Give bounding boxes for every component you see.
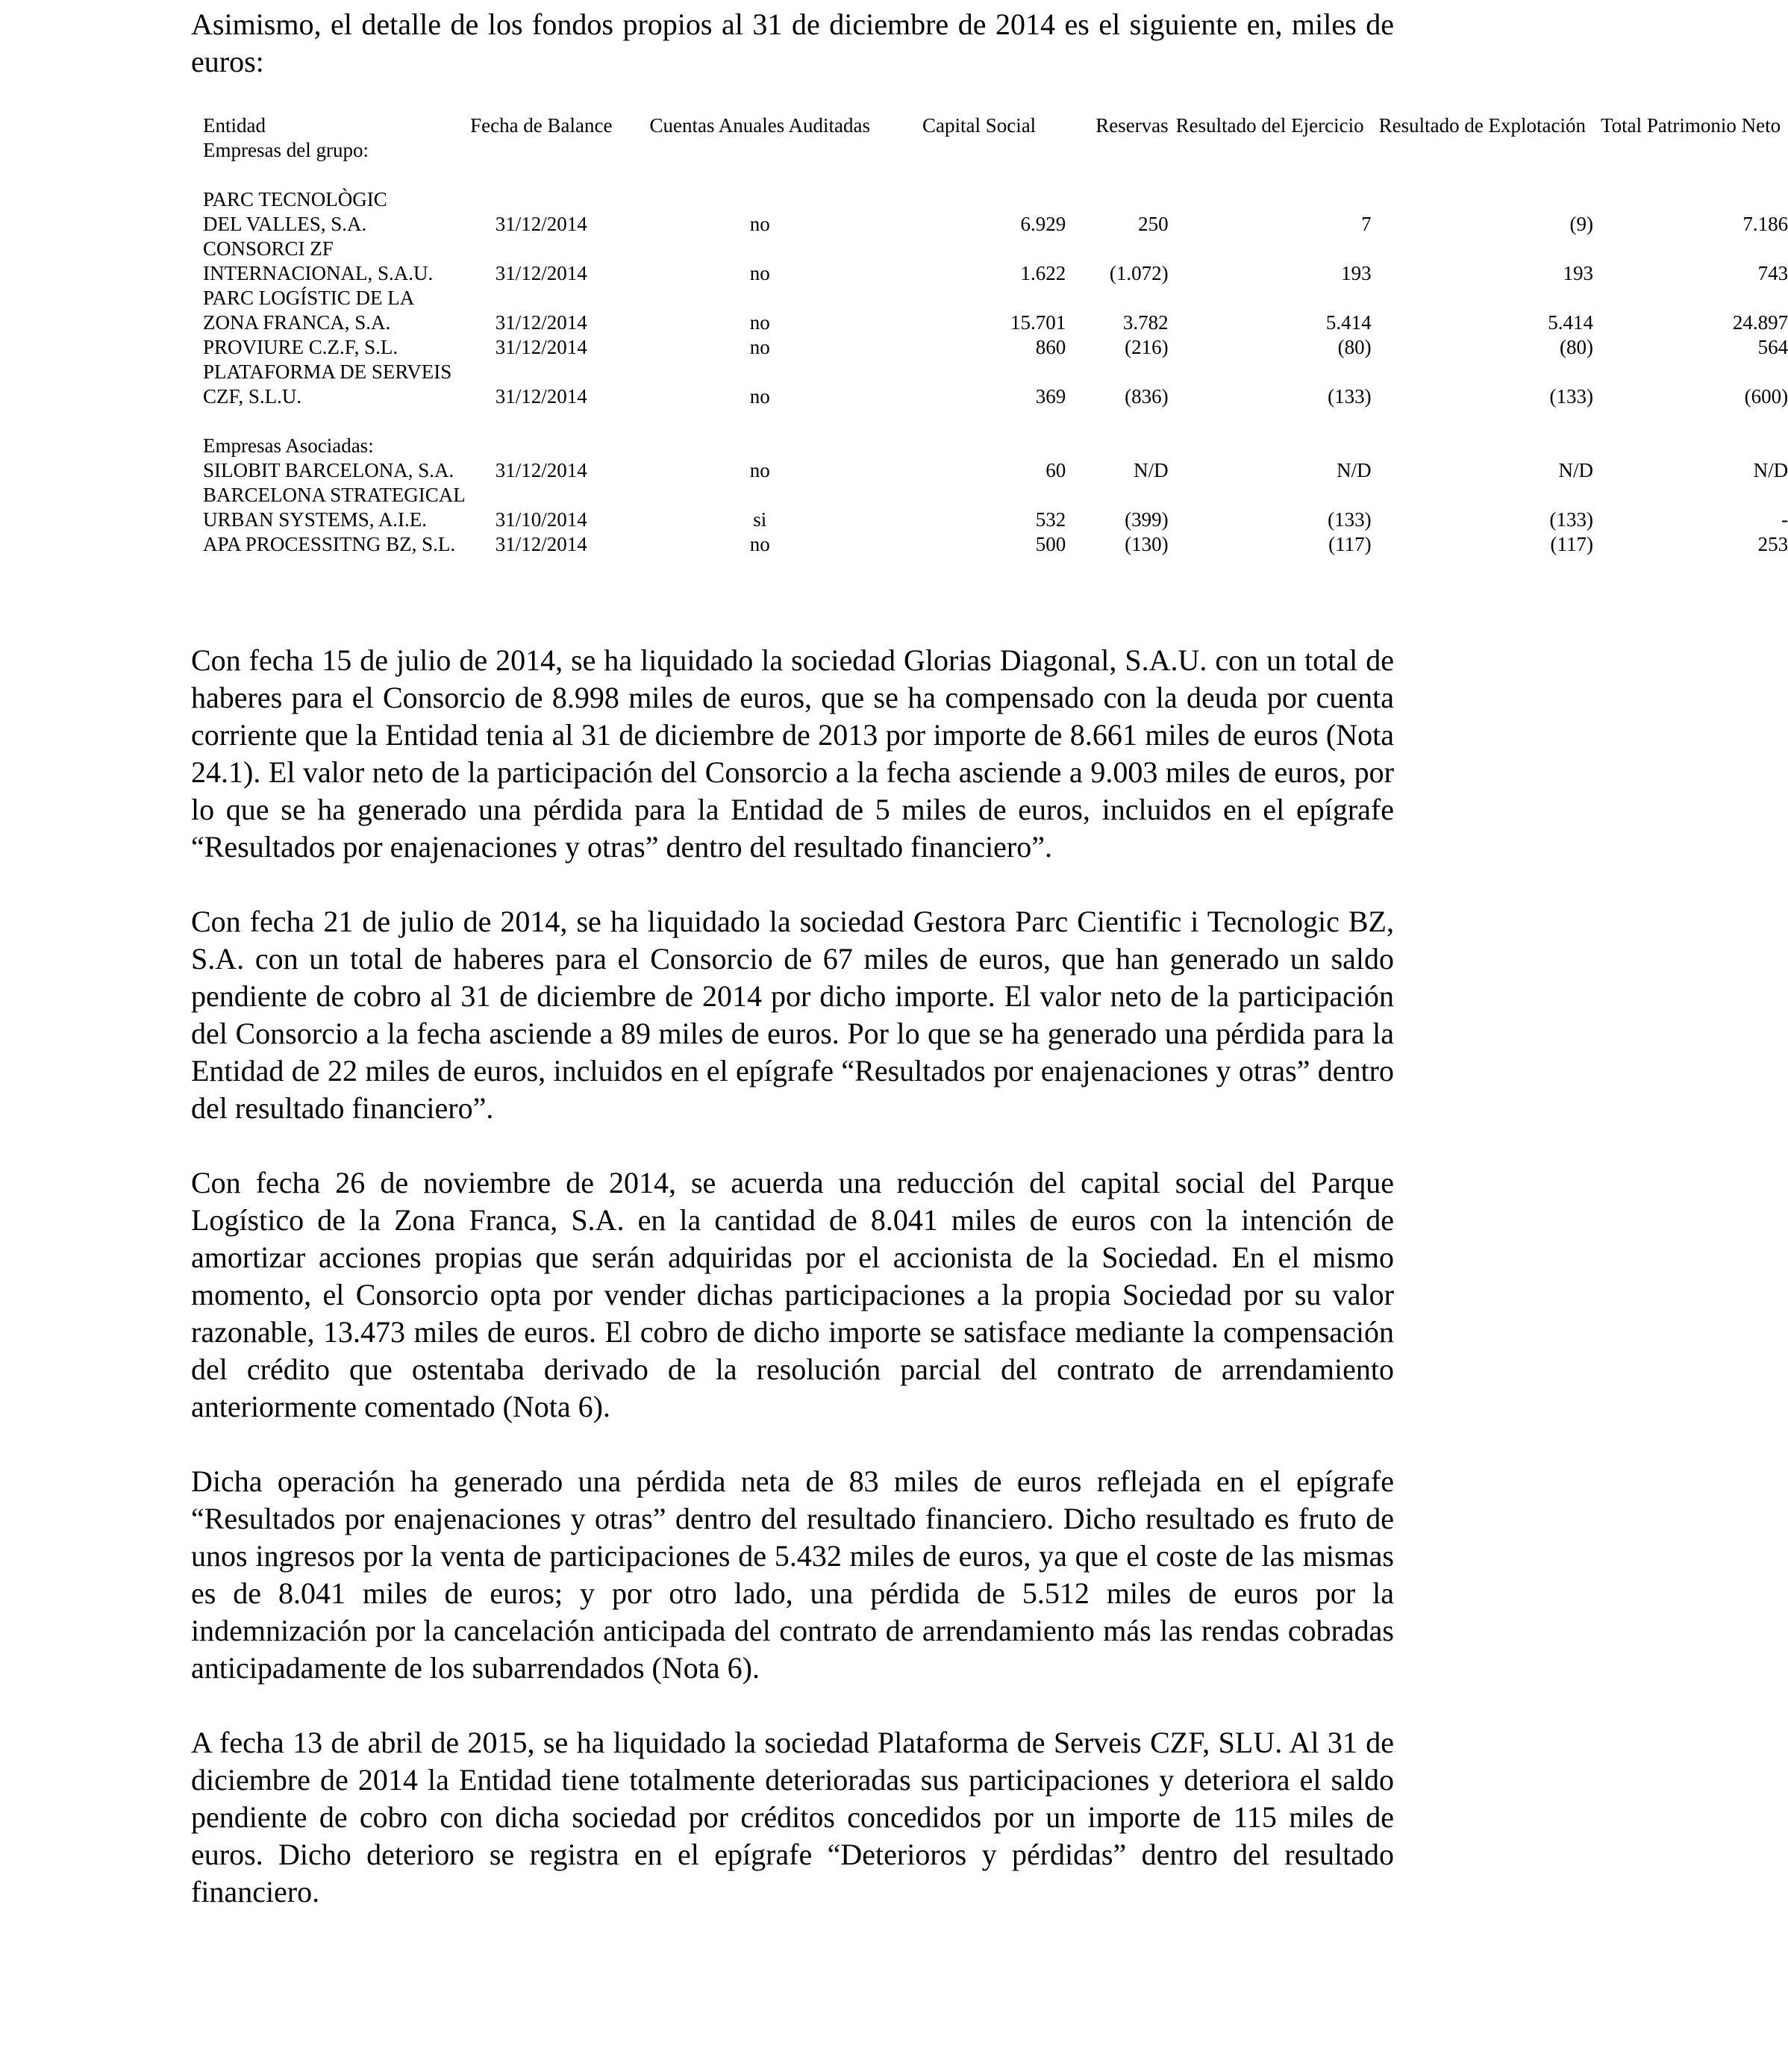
header-resultado-explotacion: Resultado de Explotación [1378,114,1587,137]
entity-name-line1: BARCELONA STRATEGICAL [203,484,466,506]
cell-res-ejercicio: 193 [1341,262,1372,284]
entity-name: CZF, S.L.U. [203,385,302,408]
entity-name-line1: CONSORCI ZF [203,237,334,260]
cell-capital: 500 [1035,533,1066,555]
cell-total: 253 [1757,533,1788,555]
cell-fecha: 31/12/2014 [495,262,587,284]
body-paragraph: A fecha 13 de abril de 2015, se ha liquidado la sociedad Plataforma de Serveis CZF, SLU. Al 31 de diciembre de 2014 la Entidad tiene totalmente deterioradas sus participaciones y deteriora el saldo pendiente de cobro con dicha sociedad por créditos concedidos por un importe de 115 miles de euros. Dicho deterioro se registra en el epígrafe “Deterioros y pérdidas” dentro del resultado financiero. [191,1726,1394,1909]
body-paragraph: Con fecha 21 de julio de 2014, se ha liquidado la sociedad Gestora Parc Cientific i Tecnologic BZ, S.A. con un total de haberes para el Consorcio de 67 miles de euros, que han generado un saldo pendiente de cobro al 31 de diciembre de 2014 por dicho importe. El valor neto de la participación del Consorcio a la fecha asciende a 89 miles de euros. Por lo que se ha generado una pérdida para la Entidad de 22 miles de euros, incluidos en el epígrafe “Resultados por enajenaciones y otras” dentro del resultado financiero”. [191,905,1394,1125]
cell-reservas: (399) [1125,508,1169,531]
cell-capital: 532 [1035,508,1066,531]
entity-name: ZONA FRANCA, S.A. [203,311,391,334]
table-body [203,138,1788,557]
cell-fecha: 31/12/2014 [495,459,587,481]
table-row [203,508,1788,532]
section-heading: Empresas Asociadas: [203,434,374,457]
table-row [203,212,1788,237]
cell-res-ejercicio: N/D [1337,459,1372,481]
entity-name-line1: PARC TECNOLÒGIC [203,188,387,210]
cell-total: 24.897 [1732,311,1788,334]
header-fecha: Fecha de Balance [470,114,613,137]
cell-reservas: (130) [1125,533,1169,555]
section-heading: Empresas del grupo: [203,139,369,161]
cell-res-explotacion: 193 [1563,262,1594,284]
cell-auditadas: si [753,508,767,531]
cell-auditadas: no [749,262,770,284]
cell-capital: 860 [1035,336,1066,358]
header-cuentas: Cuentas Anuales Auditadas [649,114,870,137]
cell-capital: 6.929 [1020,213,1066,235]
header-reservas: Reservas [1095,114,1169,137]
header-total: Total Patrimonio Neto [1601,114,1781,137]
cell-total: 564 [1757,336,1788,358]
table-row [203,384,1788,409]
cell-auditadas: no [749,459,770,481]
table-row [203,286,1788,311]
table-row [203,483,1788,508]
table-row [203,311,1788,335]
cell-reservas: (1.072) [1109,262,1169,284]
cell-res-ejercicio: (117) [1328,533,1372,555]
cell-total: 7.186 [1742,213,1788,235]
body-paragraphs [191,642,1394,1948]
table-row [203,187,1788,212]
cell-auditadas: no [749,336,770,358]
entity-name: INTERNACIONAL, S.A.U. [203,262,434,284]
entity-name-line1: PLATAFORMA DE SERVEIS [203,361,452,383]
body-paragraph: Con fecha 26 de noviembre de 2014, se acuerda una reducción del capital social del Parque Logístico de la Zona Franca, S.A. en la cantidad de 8.041 miles de euros con la intención de amortizar acciones propias que serán adquiridas por el accionista de la Sociedad. En el mismo momento, el Consorcio opta por vender dichas participaciones a la propia Sociedad por su valor razonable, 13.473 miles de euros. El cobro de dicho importe se satisface mediante la compensación del crédito que ostentaba derivado de la resolución parcial del contrato de arrendamiento anteriormente comentado (Nota 6). [191,1166,1394,1423]
table-row [203,237,1788,261]
body-paragraph: Dicha operación ha generado una pérdida neta de 83 miles de euros reflejada en el epígrafe “Resultados por enajenaciones y otras” dentro del resultado financiero. Dicho resultado es fruto de unos ingresos por la venta de participaciones de 5.432 miles de euros, ya que el coste de las mismas es de 8.041 miles de euros; y por otro lado, una pérdida de 5.512 miles de euros por la indemnización por la cancelación anticipada del contrato de arrendamiento más las rendas cobradas anticipadamente de los subarrendados (Nota 6). [191,1464,1394,1685]
cell-res-ejercicio: (133) [1328,385,1372,408]
entity-name: SILOBIT BARCELONA, S.A. [203,459,454,481]
equity-table [203,113,1788,557]
cell-fecha: 31/12/2014 [495,533,587,555]
entity-name: PROVIURE C.Z.F, S.L. [203,336,398,358]
cell-reservas: 3.782 [1122,311,1169,334]
table-row [203,458,1788,483]
entity-name-line1: PARC LOGÍSTIC DE LA [203,287,415,309]
cell-capital: 15.701 [1010,311,1066,334]
cell-res-explotacion: (117) [1550,533,1594,555]
cell-total: - [1781,508,1788,531]
table-row [203,360,1788,384]
cell-res-explotacion: N/D [1558,459,1594,481]
cell-capital: 369 [1035,385,1066,408]
cell-fecha: 31/10/2014 [495,508,587,531]
cell-res-ejercicio: (133) [1328,508,1372,531]
entity-name: DEL VALLES, S.A. [203,213,367,235]
cell-auditadas: no [749,213,770,235]
cell-capital: 60 [1045,459,1066,481]
cell-res-ejercicio: 5.414 [1325,311,1372,334]
cell-auditadas: no [749,311,770,334]
table-header [203,113,1788,138]
cell-capital: 1.622 [1020,262,1066,284]
cell-fecha: 31/12/2014 [495,311,587,334]
cell-total: N/D [1753,459,1788,481]
table-row [203,335,1788,360]
cell-reservas: (216) [1125,336,1169,358]
table-row [203,532,1788,557]
intro-paragraph: Asimismo, el detalle de los fondos propios al 31 de diciembre de 2014 es el siguiente en, miles de euros: [191,7,1394,78]
cell-res-explotacion: (133) [1549,385,1594,408]
cell-total: 743 [1757,262,1788,284]
cell-fecha: 31/12/2014 [495,385,587,408]
body-paragraph: Con fecha 15 de julio de 2014, se ha liquidado la sociedad Glorias Diagonal, S.A.U. con un total de haberes para el Consorcio de 8.998 miles de euros, que se ha compensado con la deuda por cuenta corriente que la Entidad tenia al 31 de diciembre de 2013 por importe de 8.661 miles de euros (Nota 24.1). El valor neto de la participación del Consorcio a la fecha asciende a 9.003 miles de euros, por lo que se ha generado una pérdida para la Entidad de 5 miles de euros, incluidos en el epígrafe “Resultados por enajenaciones y otras” dentro del resultado financiero”. [191,643,1394,864]
entity-name: URBAN SYSTEMS, A.I.E. [203,508,428,531]
entity-name: APA PROCESSITNG BZ, S.L. [203,533,456,555]
header-capital: Capital Social [922,114,1037,137]
cell-total: (600) [1744,385,1788,408]
header-resultado-ejercicio: Resultado del Ejercicio [1175,114,1364,137]
cell-reservas: (836) [1125,385,1169,408]
header-entidad: Entidad [203,114,266,137]
cell-fecha: 31/12/2014 [495,213,587,235]
cell-res-explotacion: 5.414 [1548,311,1594,334]
cell-auditadas: no [749,385,770,408]
cell-reservas: N/D [1134,459,1169,481]
cell-res-explotacion: (133) [1549,508,1594,531]
table-row [203,261,1788,286]
cell-res-explotacion: (80) [1560,336,1594,358]
cell-res-ejercicio: (80) [1337,336,1372,358]
cell-fecha: 31/12/2014 [495,336,587,358]
cell-reservas: 250 [1138,213,1169,235]
cell-res-ejercicio: 7 [1361,213,1372,235]
cell-auditadas: no [749,533,770,555]
cell-res-explotacion: (9) [1569,213,1594,235]
